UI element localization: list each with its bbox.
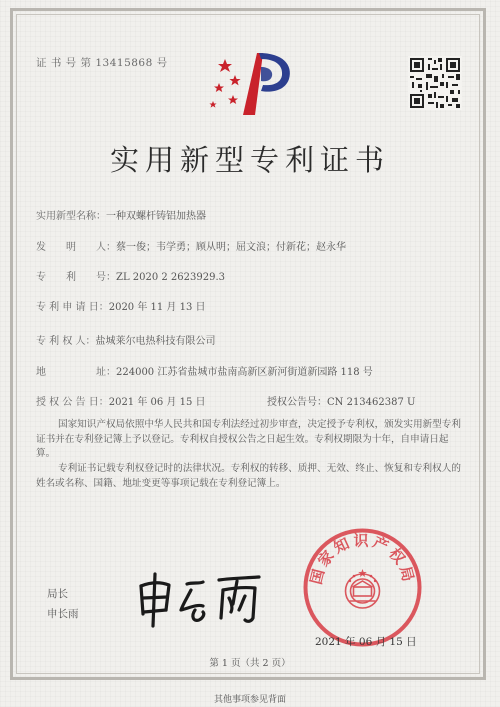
field-label: 地 址： <box>36 367 116 378</box>
field-value: 2021 年 06 月 15 日 <box>108 397 206 408</box>
field-grant-date <box>36 393 206 408</box>
field-label: 授 权 公 告 日： <box>36 397 109 408</box>
body-paragraph-1: 国家知识产权局依照中华人民共和国专利法经过初步审查，决定授予专利权，颁发实用新型专利证书并在专利登记簿上予以登记。专利权自授权公告之日起生效。专利权期限为十年，自申请日起算。 <box>36 419 461 459</box>
signatory-title: 局长 <box>47 588 68 600</box>
field-value: 2020 年 11 月 13 日 <box>108 302 206 313</box>
field-label: 专 利 号： <box>36 272 116 283</box>
field-patent-number <box>36 268 225 283</box>
field-value: 224000 江苏省盐城市盐南高新区新河街道新园路 118 号 <box>116 367 373 378</box>
svg-text:国家知识产权局: 国家知识产权局 <box>306 531 419 587</box>
handwritten-signature <box>133 568 268 628</box>
field-value: 蔡一俊；韦学勇；顾从明；屈文浪；付新花；赵永华 <box>116 242 346 253</box>
field-patentee <box>36 332 216 347</box>
field-application-date <box>36 298 206 313</box>
field-inventors <box>36 238 346 253</box>
signatory-name: 申长雨 <box>47 608 79 620</box>
certificate-number: 证 书 号 第 13415868 号 <box>36 57 168 69</box>
announcement-number: 授权公告号：CN 213462387 U <box>267 397 416 408</box>
footer-note: 其他事项参见背面 <box>213 695 286 705</box>
field-label: 发 明 人： <box>36 242 116 253</box>
field-utility-model-name <box>36 207 206 222</box>
field-label: 专 利 申 请 日： <box>36 302 109 313</box>
field-address <box>36 363 373 378</box>
field-value: 一种双螺杆铸铝加热器 <box>106 211 206 222</box>
page-number: 第 1 页（共 2 页） <box>209 658 291 669</box>
field-label: 实用新型名称： <box>36 211 106 222</box>
cnipa-logo <box>205 45 300 120</box>
document-title: 实用新型专利证书 <box>109 143 390 177</box>
field-value: ZL 2020 2 2623929.3 <box>116 272 226 283</box>
official-seal <box>300 525 425 650</box>
qr-code <box>408 56 462 110</box>
field-label: 专 利 权 人： <box>36 336 96 347</box>
seal-date: 2021 年 06 月 15 日 <box>315 636 417 648</box>
field-value: 盐城莱尔电热科技有限公司 <box>95 336 216 347</box>
body-paragraph-2: 专利证书记载专利权登记时的法律状况。专利权的转移、质押、无效、终止、恢复和专利权人的姓名或名称、国籍、地址变更等事项记载在专利登记簿上。 <box>36 463 461 489</box>
